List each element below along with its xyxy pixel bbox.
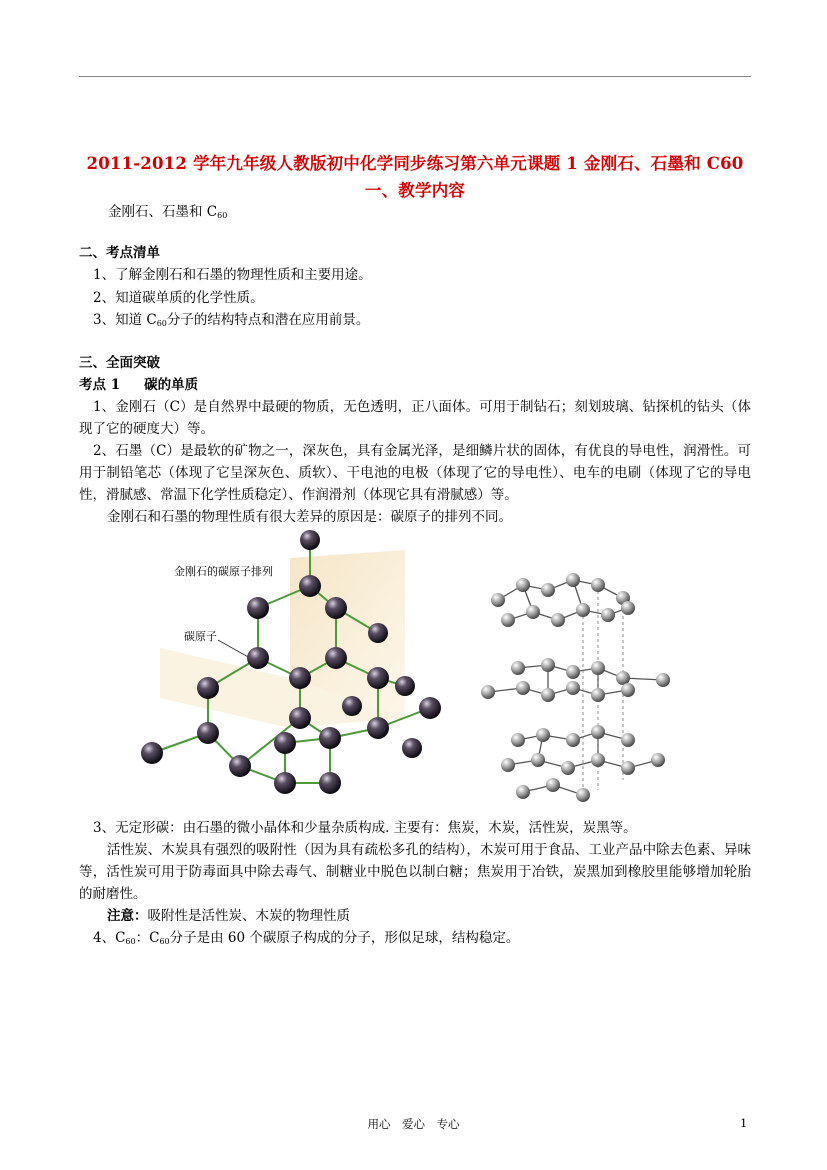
figure-title: 金刚石的碳原子排列	[174, 565, 273, 578]
header-rule	[79, 76, 751, 77]
note: 注意：吸附性是活性炭、木炭的物理性质	[107, 908, 350, 924]
topic-line: 金刚石、石墨和 $C_{60}$	[108, 204, 228, 220]
section3-heading: 三、全面突破	[79, 355, 160, 371]
paragraph-adsorption: 活性炭、木炭具有强烈的吸附性（因为具有疏松多孔的结构），木炭可用于食品、工业产品中除去色素、异味等，活性炭可用于防毒面具中除去毒气、制糖业中脱色以制白糖；焦炭用于冶铁，炭黑加到橡胶里能够增加轮胎的耐磨性。	[79, 842, 751, 902]
paragraph-c60: 4、$C_{60}$：$C_{60}$分子是由 60 个碳原子构成的分子，形似足球，结构稳定。	[93, 930, 520, 946]
point-heading: 考点 1 碳的单质	[79, 377, 199, 393]
section2-heading: 二、考点清单	[79, 245, 160, 261]
list-item: 1、了解金刚石和石墨的物理性质和主要用途。	[93, 267, 372, 283]
paragraph-amorphous: 3、无定形碳：由石墨的微小晶体和少量杂质构成. 主要有：焦炭，木炭，活性炭，炭黑等。	[93, 820, 637, 836]
diamond-structure-figure	[140, 528, 470, 802]
graphite-structure-figure	[478, 560, 678, 814]
list-item: 3、知道 $C_{60}$分子的结构特点和潜在应用前景。	[93, 312, 370, 328]
document-title: 2011-2012 学年九年级人教版初中化学同步练习第六单元课题 1 金刚石、石墨和 C60 一、教学内容	[86, 154, 744, 200]
paragraph-diamond: 1、金刚石（C）是自然界中最硬的物质，无色透明，正八面体。可用于制钻石；刻划玻璃、钻探机的钻头（体现了它的硬度大）等。	[79, 399, 751, 437]
page-number: 1	[740, 1116, 748, 1130]
paragraph-graphite: 2、石墨（C）是最软的矿物之一，深灰色，具有金属光泽，是细鳞片状的固体，有优良的导电性，润滑性。可用于制铅笔芯（体现了它呈深灰色、质软）、干电池的电极（体现了它的导电性）、电车的电刷（体现了它的导电性，滑腻感、常温下化学性质稳定）、作润滑剂（体现它具有滑腻感）等。	[79, 443, 751, 503]
paragraph-difference: 金刚石和石墨的物理性质有很大差异的原因是：碳原子的排列不同。	[107, 509, 512, 525]
list-item: 2、知道碳单质的化学性质。	[93, 290, 264, 306]
figure-label: 碳原子	[184, 630, 217, 643]
footer-motto: 用心 爱心 专心	[367, 1117, 460, 1131]
